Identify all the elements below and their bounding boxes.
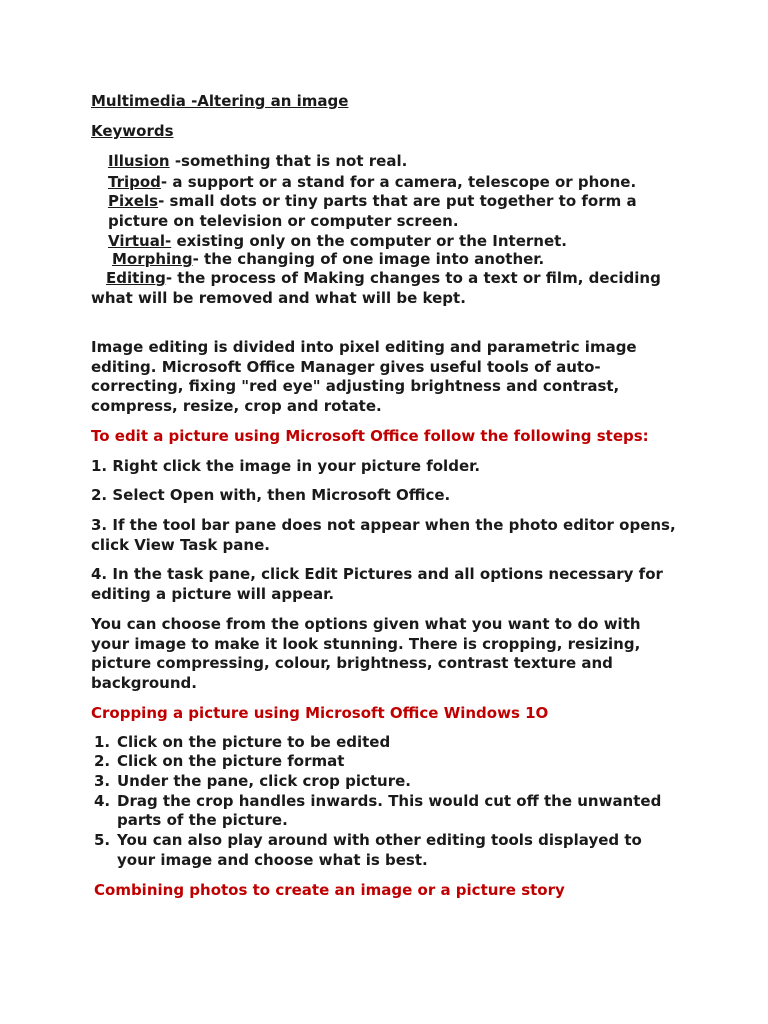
steps-heading: To edit a picture using Microsoft Office follow the following steps: [91,427,649,445]
list-item: Click on the picture format [117,752,345,770]
list-item-continued: parts of the picture. [117,811,288,829]
keyword-definition: -something that is not real. [169,152,408,170]
step-item: 1. Right click the image in your picture folder. [91,457,481,475]
keyword-pixels [108,191,637,211]
list-number: 5. [94,831,111,849]
keyword-virtual [108,231,567,251]
list-number: 1. [94,733,111,751]
keyword-term: Virtual- [108,232,172,250]
keywords-heading: Keywords [91,122,174,140]
list-item-continued: your image and choose what is best. [117,851,428,869]
combining-heading: Combining photos to create an image or a picture story [94,881,565,899]
keyword-definition: - the changing of one image into another. [192,250,545,268]
step-item-continued: click View Task pane. [91,536,270,554]
step-item-continued: editing a picture will appear. [91,585,335,603]
keyword-definition: - a support or a stand for a camera, telescope or phone. [160,173,637,191]
intro-line: compress, resize, crop and rotate. [91,397,382,415]
keyword-editing [106,268,661,288]
keyword-term: Illusion [108,152,170,170]
list-item: Click on the picture to be edited [117,733,391,751]
keyword-morphing [112,249,544,269]
keyword-tripod [108,172,636,192]
keyword-editing-continued: what will be removed and what will be kept. [91,289,466,307]
intro-line: correcting, fixing "red eye" adjusting brightness and contrast, [91,377,620,395]
step-item: 2. Select Open with, then Microsoft Office. [91,486,451,504]
list-item: You can also play around with other editing tools displayed to [117,831,642,849]
intro-line: editing. Microsoft Office Manager gives useful tools of auto- [91,358,601,376]
list-number: 4. [94,792,111,810]
list-number: 3. [94,772,111,790]
step-item: 4. In the task pane, click Edit Pictures and all options necessary for [91,565,663,583]
keyword-term: Editing [106,269,166,287]
list-number: 2. [94,752,111,770]
keyword-definition: existing only on the computer or the Internet. [171,232,567,250]
options-line: picture compressing, colour, brightness, contrast texture and [91,654,613,672]
cropping-heading: Cropping a picture using Microsoft Office Windows 1O [91,704,549,722]
keyword-term: Tripod [108,173,161,191]
list-item: Drag the crop handles inwards. This would cut off the unwanted [117,792,662,810]
keyword-illusion [108,151,407,171]
options-line: You can choose from the options given what you want to do with [91,615,641,633]
keyword-term: Pixels [108,192,159,210]
intro-line: Image editing is divided into pixel editing and parametric image [91,338,637,356]
keyword-pixels-continued: picture on television or computer screen. [108,212,459,230]
keyword-definition: - small dots or tiny parts that are put together to form a [158,192,637,210]
keyword-term: Morphing [112,250,193,268]
keyword-definition: - the process of Making changes to a text or film, deciding [165,269,661,287]
step-item: 3. If the tool bar pane does not appear when the photo editor opens, [91,516,676,534]
list-item: Under the pane, click crop picture. [117,772,411,790]
options-line: your image to make it look stunning. There is cropping, resizing, [91,635,641,653]
options-line: background. [91,674,197,692]
page-title: Multimedia -Altering an image [91,92,349,110]
